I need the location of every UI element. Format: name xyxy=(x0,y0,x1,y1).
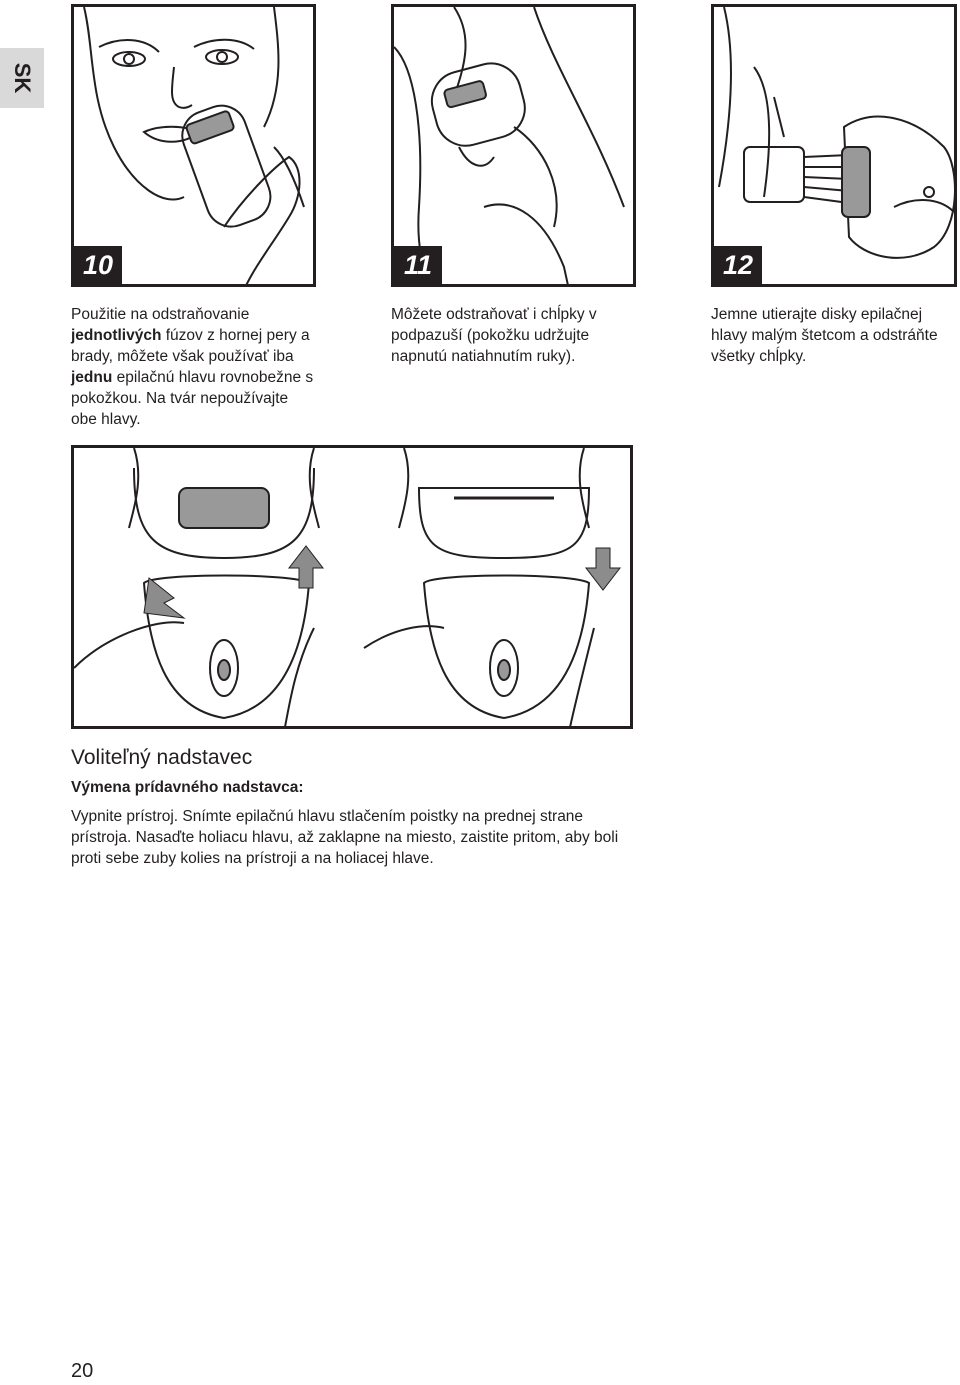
section-subtitle: Výmena prídavného nadstavca: xyxy=(71,779,304,796)
caption-10-text-1: Použitie na odstraňovanie xyxy=(71,306,250,323)
illustration-panel-10 xyxy=(71,4,316,287)
attachment-change-drawing xyxy=(74,448,633,729)
illustration-panel-12 xyxy=(711,4,957,287)
face-epilation-drawing xyxy=(74,7,316,287)
section-body: Vypnite prístroj. Snímte epilačnú hlavu stlačením poistky na prednej strane prístroja. Nasaďte holiacu hlavu, až zaklapne na miesto, zaistite pritom, aby boli proti sebe zuby kolies na prístroji a na holiacej hlave. xyxy=(71,808,619,867)
illustration-panel-attachment xyxy=(71,445,633,729)
panel-number-11: 11 xyxy=(394,246,442,284)
panel-number-12: 12 xyxy=(714,246,762,284)
page-number: 20 xyxy=(71,1360,94,1382)
section-title: Voliteľný nadstavec xyxy=(71,746,253,769)
caption-12: Jemne utierajte disky epilačnej hlavy malým štetcom a odstráňte všetky chĺpky. xyxy=(711,306,938,365)
caption-10 xyxy=(71,304,316,430)
illustration-panel-11 xyxy=(391,4,636,287)
caption-10-text-3: epilačnú hlavu rovnobežne s pokožkou. Na tvár nepoužívajte obe hlavy. xyxy=(71,369,314,428)
panel-number-10: 10 xyxy=(74,246,122,284)
caption-11: Môžete odstraňovať i chĺpky v podpazuší (pokožku udržujte napnutú natiahnutím ruky). xyxy=(391,306,597,365)
caption-10-bold-2: jednu xyxy=(71,369,113,386)
brush-cleaning-drawing xyxy=(714,7,957,287)
caption-10-bold-1: jednotlivých xyxy=(71,327,162,344)
armpit-epilation-drawing xyxy=(394,7,636,287)
language-tab-label: SK xyxy=(10,62,35,94)
language-tab xyxy=(0,48,44,108)
caption-10-text-2: fúzov z hornej pery a brady, môžete však používať iba xyxy=(71,327,310,365)
